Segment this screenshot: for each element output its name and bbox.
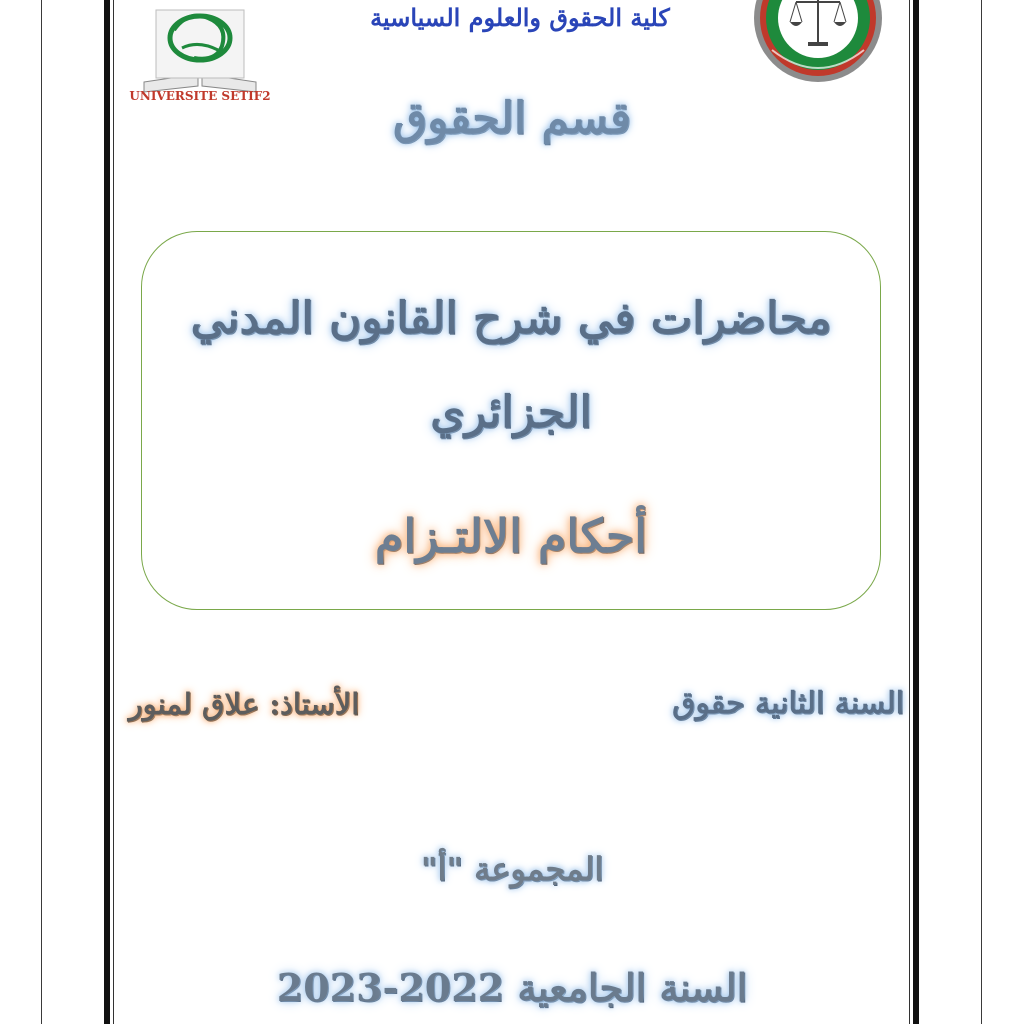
thick-right-border (913, 0, 919, 1024)
inner-right-border (909, 0, 910, 1024)
professor-label: الأستاذ: علاق لمنور (128, 687, 360, 721)
lectures-title-line1: محاضرات في شرح القانون المدني (190, 293, 832, 344)
university-setif2-logo (129, 0, 271, 104)
outer-right-border (981, 0, 982, 1024)
university-logo-graphic (129, 0, 271, 104)
faculty-scales-emblem (752, 0, 886, 86)
outer-left-border (41, 0, 42, 1024)
inner-left-border (113, 0, 114, 1024)
thick-left-border (104, 0, 110, 1024)
academic-year: السنة الجامعية 2022-2023 (276, 965, 748, 1010)
faculty-name: كلية الحقوق والعلوم السياسية (370, 3, 670, 32)
year-level-label: السنة الثانية حقوق (672, 686, 904, 721)
subject-title: أحكام الالتـزام (374, 509, 648, 563)
faculty-emblem-graphic (752, 0, 886, 86)
group-label: المجموعة "أ" (420, 850, 604, 888)
lectures-title-line2: الجزائري (430, 387, 592, 438)
university-logo-caption: UNIVERSITE SETIF2 (129, 89, 271, 103)
department-title: قسم الحقوق (392, 93, 632, 144)
